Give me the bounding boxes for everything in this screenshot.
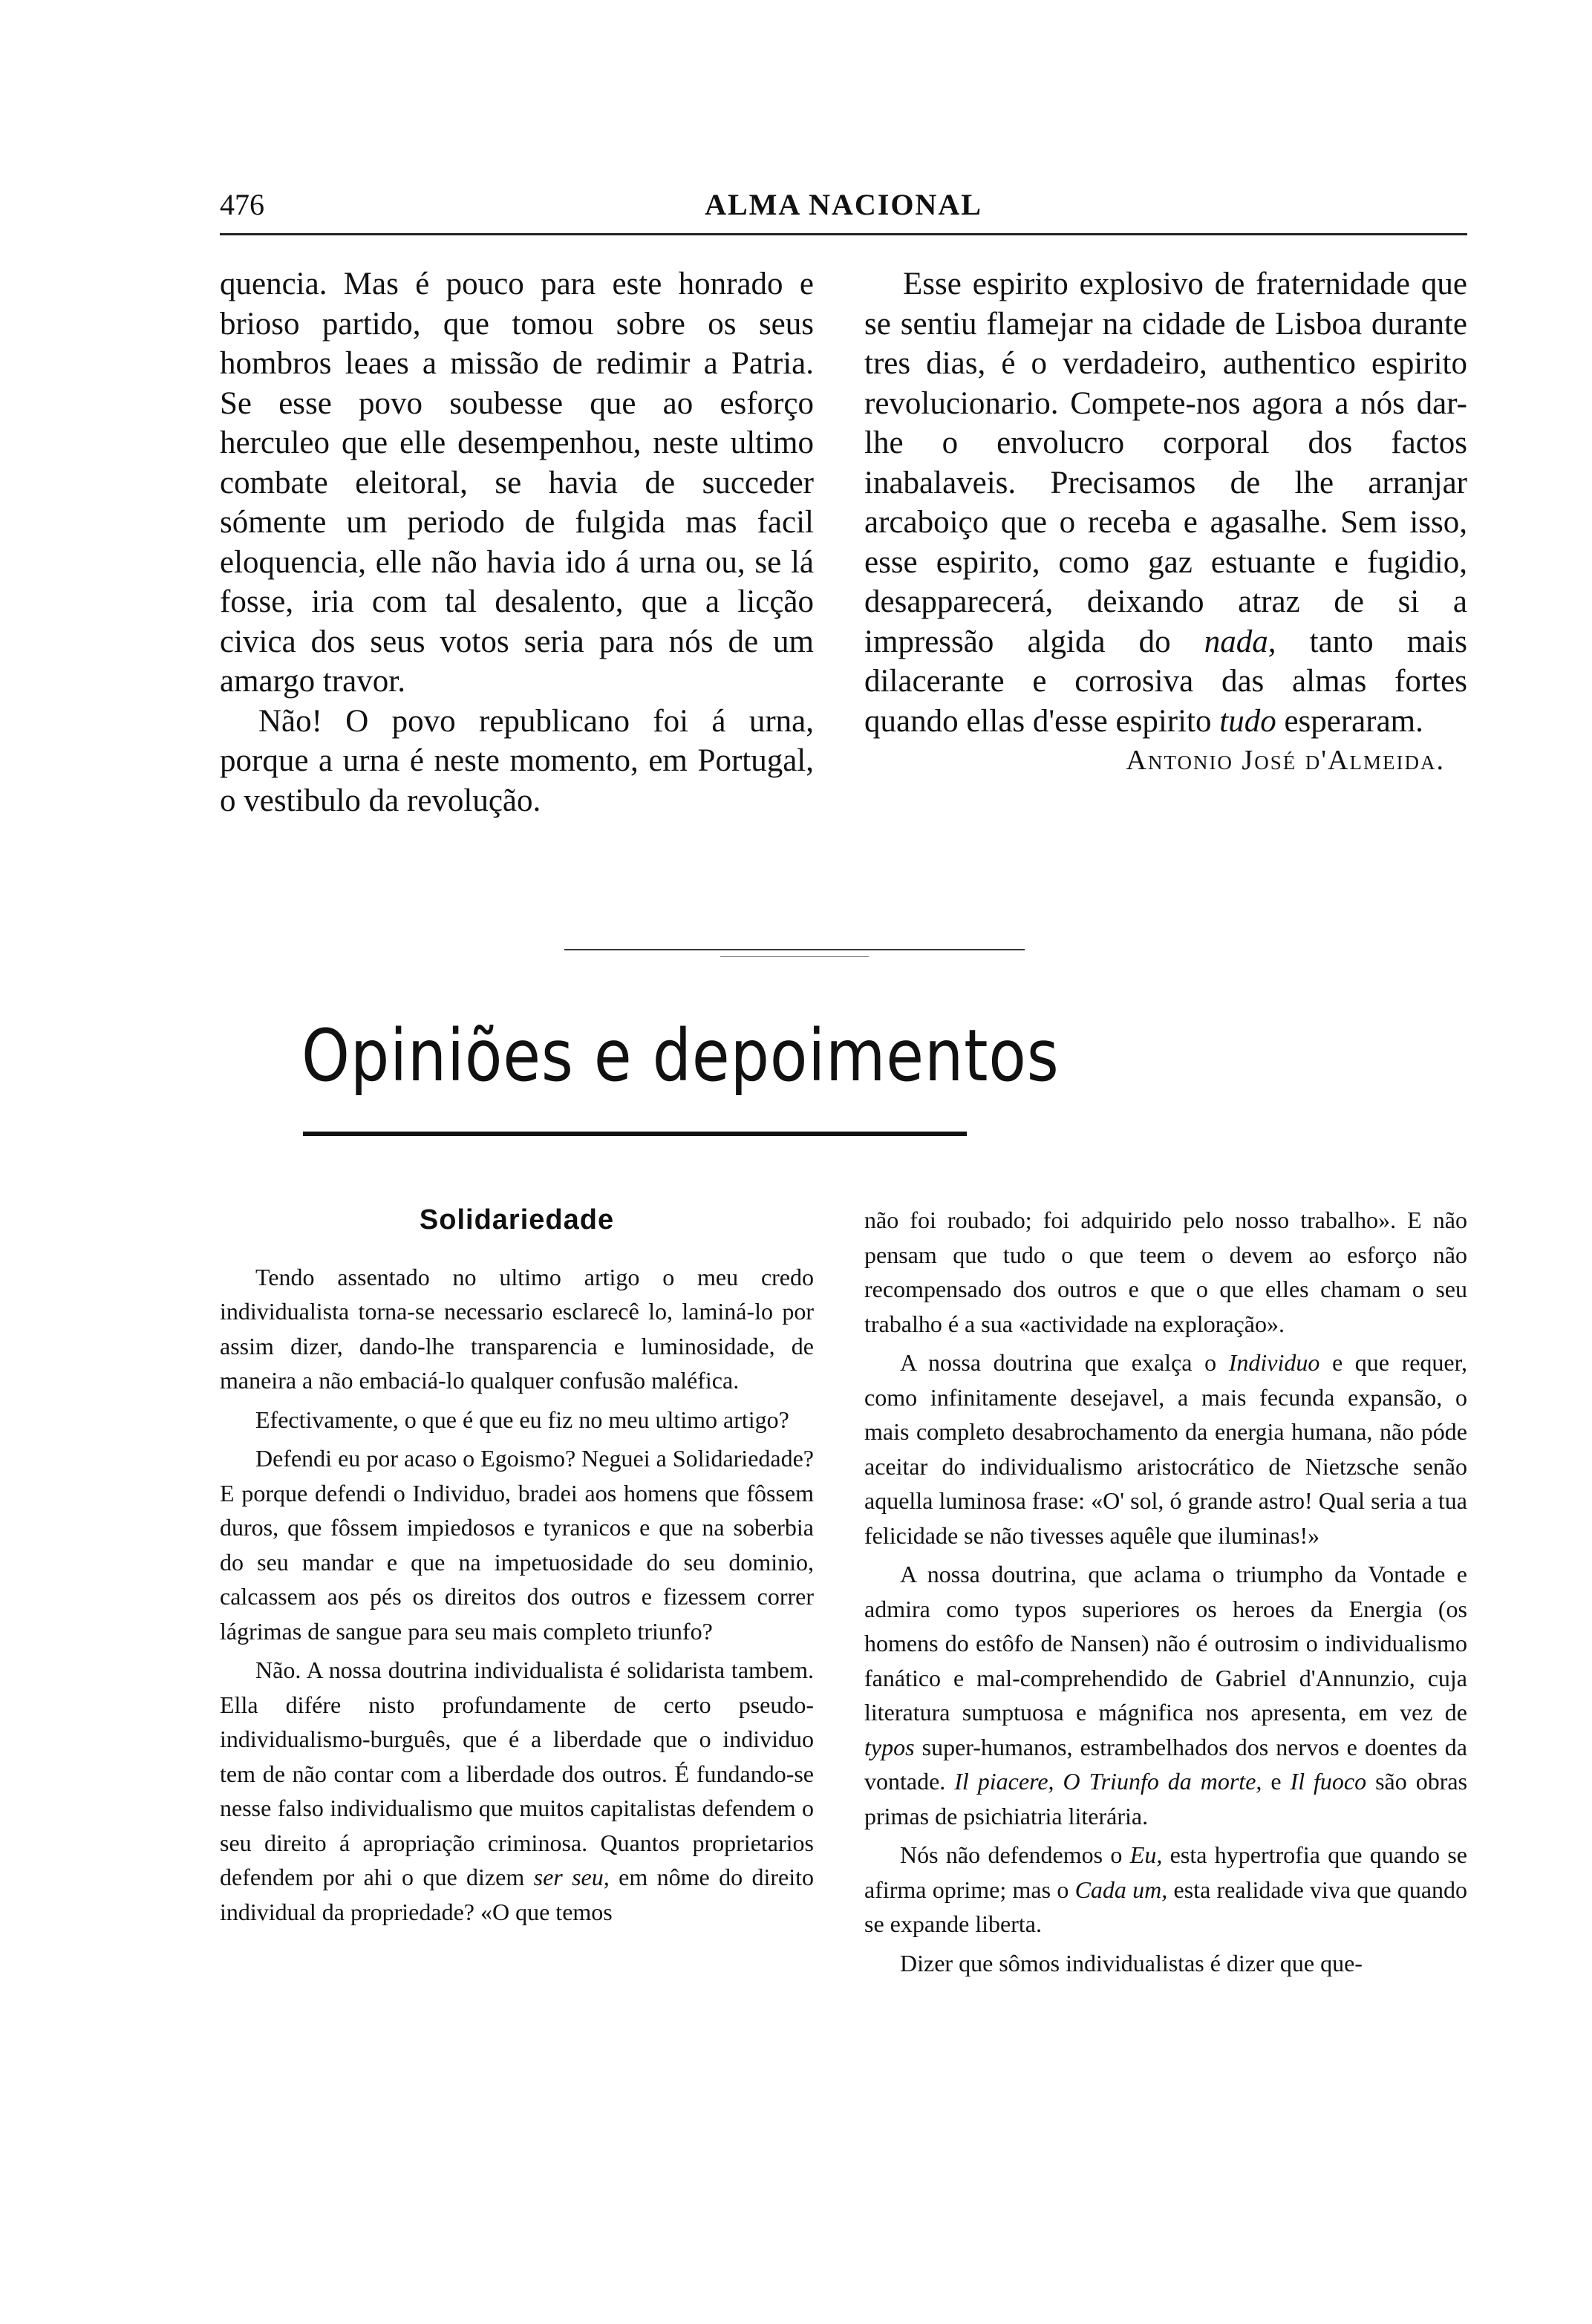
page-number: 476	[220, 188, 264, 221]
italic-run: typos	[864, 1733, 915, 1760]
paragraph	[864, 1838, 1467, 1942]
top-left-column	[220, 264, 814, 820]
paragraph	[864, 1345, 1467, 1553]
text-run: A nossa doutrina que exalça o	[900, 1349, 1229, 1376]
article-right-column	[864, 1203, 1467, 1985]
header-rule	[220, 233, 1467, 235]
italic-run: ser seu,	[533, 1864, 610, 1890]
paragraph	[864, 1557, 1467, 1833]
text-run: em nôme do direito individual da propriedade? «O que temos	[220, 1864, 815, 1925]
text-run: tanto mais dilacerante e corrosiva das almas fortes quando ellas d'esse espirito	[864, 624, 1467, 739]
italic-run: Il fuoco	[1290, 1768, 1367, 1795]
text-run: esta realidade viva que quando se expande liberta.	[864, 1876, 1468, 1937]
top-right-column	[864, 264, 1467, 781]
paragraph: não foi roubado; foi adquirido pelo nosso trabalho». E não pensam que tudo o que teem o devem ao esforço não recompensado dos outros e que o que elles chamam o seu trabalho é a sua «actividade na exploração».	[864, 1207, 1467, 1337]
paragraph	[220, 1653, 814, 1929]
italic-run: nada,	[1204, 624, 1276, 659]
paragraph: Não! O povo republicano foi á urna, porque a urna é neste momento, em Portugal, o vestibulo da revolução.	[220, 703, 814, 818]
paragraph: Dizer que sômos individualistas é dizer que que-	[900, 1949, 1363, 1977]
text-run: esperaram.	[1276, 703, 1423, 739]
article-subtitle: Solidariedade	[419, 1204, 615, 1236]
article-left-column	[220, 1203, 814, 1933]
section-divider	[564, 949, 1025, 950]
text-run: e	[1262, 1768, 1291, 1795]
journal-title: ALMA NACIONAL	[705, 188, 982, 221]
title-underline	[303, 1132, 967, 1136]
text-run: esta hypertrofia que quando se afirma oprime; mas o	[864, 1841, 1468, 1903]
italic-run: Cada um,	[1074, 1876, 1168, 1903]
author-signature: Antonio José d'Almeida.	[1126, 745, 1445, 776]
text-run: Não. A nossa doutrina individualista é solidarista tambem. Ella difére nisto profundamente de certo pseudo-individualismo-burguês, que é a liberdade que o individuo tem de não contar com a liberdade dos outros. É fundando-se nesse falso individualismo que muitos capitalistas defendem o seu direito á apropriação criminosa. Quantos proprietarios defendem por ahi o que dizem	[220, 1656, 814, 1890]
section-title: Opiniões e depoimentos	[301, 1014, 1060, 1097]
paragraph: Efectivamente, o que é que eu fiz no meu ultimo artigo?	[255, 1406, 789, 1433]
italic-run: Individuo	[1228, 1349, 1320, 1376]
paragraph: quencia. Mas é pouco para este honrado e brioso partido, que tomou sobre os seus hombros leaes a missão de redimir a Patria. Se esse povo soubesse que ao esforço herculeo que elle desempenhou, neste ultimo combate eleitoral, se havia de succeder sómente um periodo de fulgida mas facil eloquencia, elle não havia ido á urna ou, se lá fosse, iria com tal desalento, que a licção civica dos seus votos seria para nós de um amargo travor.	[220, 267, 814, 699]
paragraph: Defendi eu por acaso o Egoismo? Neguei a Solidariedade? E porque defendi o Individuo, bradei aos homens que fôssem duros, que fôssem impiedosos e tyranicos e que na soberbia do seu mandar e que na impetuosidade do seu dominio, calcassem aos pés os direitos dos outros e fizessem correr lágrimas de sangue para seu mais completo triunfo?	[220, 1445, 814, 1645]
section-divider-short	[720, 956, 869, 957]
italic-run: Eu,	[1129, 1841, 1163, 1868]
paragraph	[864, 264, 1467, 741]
text-run: A nossa doutrina, que aclama o triumpho da Vontade e admira como typos superiores os heroes da Energia (os homens do estôfo de Nansen) não é outrosim o individualismo fanático e mal-comprehendido de Gabriel d'Annunzio, cuja literatura sumptuosa e mágnifica nos apresenta, em vez de	[864, 1561, 1467, 1726]
italic-run: Il piacere, O Triunfo da morte,	[954, 1768, 1262, 1795]
text-run: Esse espirito explosivo de fraternidade que se sentiu flamejar na cidade de Lisboa durante tres dias, é o verdadeiro, authentico espirito revolucionario. Compete-nos agora a nós dar-lhe o envolucro corporal dos factos inabalaveis. Precisamos de lhe arranjar arcaboiço que o receba e agasalhe. Sem isso, esse espirito, como gaz estuante e fugidio, desapparecerá, deixando atraz de si a impressão algida do	[864, 267, 1467, 659]
page-header	[220, 187, 1467, 232]
paragraph: Tendo assentado no ultimo artigo o meu credo individualista torna-se necessario esclarecê lo, laminá-lo por assim dizer, dando-lhe transparencia e luminosidade, de maneira a não embaciá-lo qualquer confusão maléfica.	[220, 1263, 814, 1394]
text-run: super-humanos, estrambelhados dos nervos e doentes da vontade.	[864, 1733, 1467, 1795]
text-run: são obras primas de psichiatria literária.	[864, 1768, 1468, 1830]
text-run: Nós não defendemos o	[900, 1841, 1130, 1868]
italic-run: tudo	[1219, 703, 1276, 739]
text-run: e que requer, como infinitamente desejavel, a mais fecunda expansão, o mais completo desabrochamento da energia humana, não póde aceitar do individualismo aristocrático de Nietzsche senão aquella luminosa frase: «O' sol, ó grande astro! Qual seria a tua felicidade se não tivesses aquêle que iluminas!»	[864, 1349, 1468, 1549]
